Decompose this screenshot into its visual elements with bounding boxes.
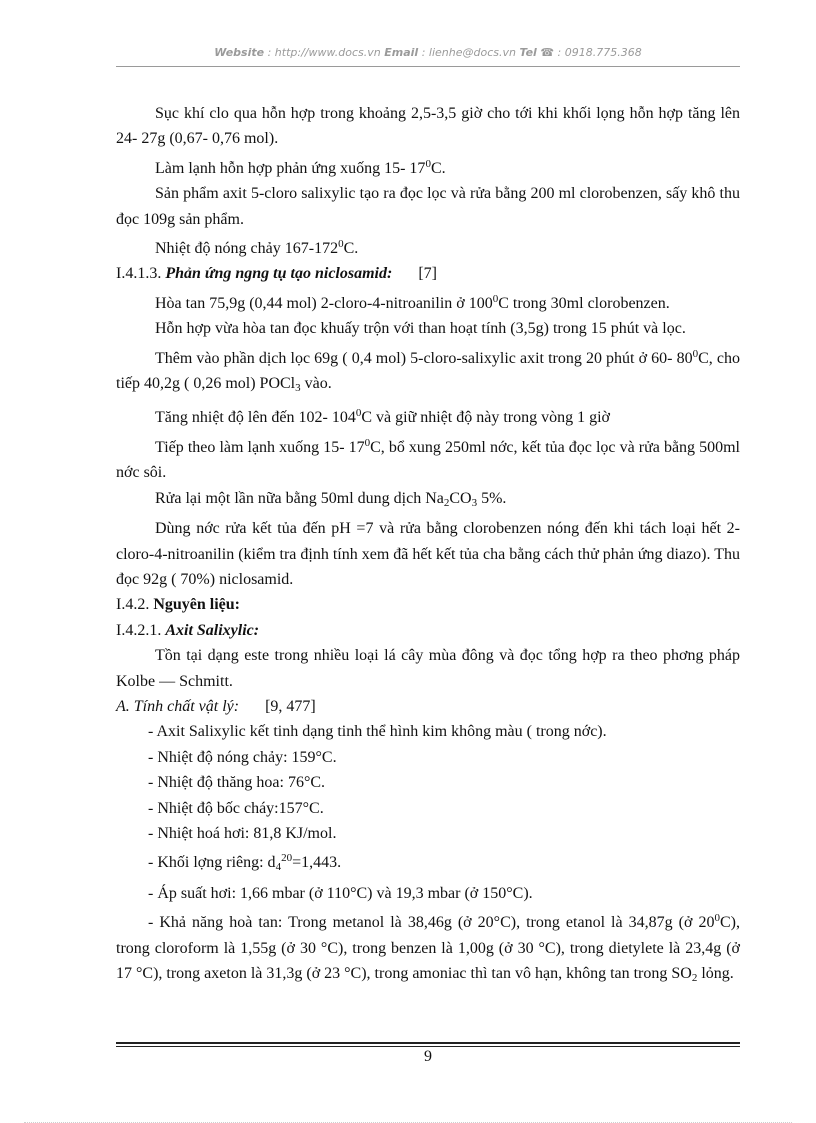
- list-item: - Nhiệt hoá hơi: 81,8 KJ/mol.: [148, 824, 337, 842]
- section-number: I.4.2.: [116, 596, 154, 614]
- text: Làm lạnh hỗn hợp phản ứng xuống 15- 17: [155, 159, 426, 177]
- superscript: 0: [714, 912, 720, 925]
- text: Hòa tan 75,9g (0,44 mol) 2-cloro-4-nitroanilin ở 100: [155, 294, 493, 312]
- superscript: 0: [492, 292, 499, 305]
- section-heading: [116, 261, 740, 286]
- list-item: - Nhiệt độ bốc cháy:157°C.: [148, 799, 324, 817]
- superscript: 0: [425, 157, 431, 170]
- paragraph: [116, 431, 740, 486]
- subscript: 3: [295, 382, 301, 395]
- text: C, cho tiếp 40,2g ( 0,26 mol) POCl: [116, 349, 741, 393]
- paragraph: [116, 342, 740, 402]
- text: CO: [449, 489, 472, 507]
- phone-icon: ☎: [540, 46, 555, 59]
- text: Tăng nhiệt độ lên đến 102- 104: [155, 409, 356, 427]
- paragraph: Dùng nớc rửa kết tủa đến pH =7 và rửa bằng clorobenzen nóng đến khi tách loại hết 2-cloro-4-nitroanilin (kiểm tra định tính xem đã hết kết tủa cha bằng cách thử phản ứng diazo). Thu đọc 92g ( 70%) niclosamid.: [116, 520, 740, 588]
- text: C và giữ nhiệt độ này trong vòng 1 giờ: [361, 409, 611, 427]
- section-heading: [116, 618, 740, 643]
- paragraph: Sục khí clo qua hỗn hợp trong khoảng 2,5-3,5 giờ cho tới khi khối lọng hỗn hợp tăng lên 24- 27g (0,67- 0,76 mol).: [116, 105, 740, 148]
- section-number: I.4.2.1.: [116, 621, 166, 639]
- paragraph: [116, 152, 740, 181]
- paragraph: [116, 401, 740, 430]
- text: C), trong cloroform là 1,55g (ở 30 °C), trong benzen là 1,00g (ở 30 °C), trong dietylete là 23,4g (ở 17 °C), trong axeton là 31,3g (ở 23 °C), trong amoniac thì tan vô hạn, không tan trong SO: [116, 914, 740, 982]
- text: vào.: [300, 375, 332, 393]
- list-item: - Áp suất hơi: 1,66 mbar (ở 110°C) và 19,3 mbar (ở 150°C).: [148, 884, 533, 902]
- subscript: 2: [443, 496, 450, 509]
- subscript: 2: [691, 972, 698, 984]
- list-item: [116, 846, 740, 880]
- text: - Khối lợng riêng: d: [148, 854, 276, 872]
- list-item: - Axit Salixylic kết tinh dạng tinh thể hình kim không màu ( trong nớc).: [148, 723, 607, 741]
- text: Thêm vào phần dịch lọc 69g ( 0,4 mol) 5-cloro-salixylic axit trong 20 phút ở 60- 80: [155, 349, 693, 367]
- footer-rule: [116, 1046, 740, 1047]
- superscript: 0: [364, 436, 371, 449]
- text: Tiếp theo làm lạnh xuống 15- 17: [155, 438, 365, 456]
- subscript: 3: [471, 496, 478, 509]
- paragraph: Sản phẩm axit 5-cloro salixylic tạo ra đọc lọc và rửa bằng 200 ml clorobenzen, sấy khô thu đọc 109g sản phẩm.: [116, 185, 740, 228]
- page-number: 9: [424, 1048, 432, 1065]
- section-title: Phản ứng ngng tụ tạo niclosamid:: [165, 265, 393, 283]
- paragraph: [116, 287, 740, 316]
- text: =1,443.: [292, 854, 342, 872]
- website-label: Website: [214, 46, 265, 59]
- list-item: - Nhiệt độ thăng hoa: 76°C.: [148, 774, 326, 792]
- section-title: Axit Salixylic:: [165, 621, 260, 639]
- header-rule: [116, 66, 740, 67]
- text: C.: [343, 240, 359, 258]
- section-number: I.4.1.3.: [116, 265, 166, 283]
- text: C trong 30ml clorobenzen.: [498, 294, 670, 312]
- paragraph: [116, 232, 740, 261]
- footer-rule: [116, 1042, 740, 1044]
- superscript: 0: [355, 407, 362, 420]
- tel-label: Tel: [519, 46, 537, 59]
- section-heading: [116, 592, 740, 617]
- email-value: : lienhe@docs.vn: [418, 46, 520, 59]
- reference: [7]: [418, 265, 437, 283]
- superscript: 0: [338, 238, 344, 251]
- list-item: [116, 906, 740, 991]
- paragraph: Tồn tại dạng este trong nhiều loại lá cây mùa đông và đọc tổng hợp ra theo phơng pháp Kolbe — Schmitt.: [116, 647, 740, 690]
- superscript: 20: [281, 852, 293, 865]
- paragraph: [116, 486, 740, 516]
- subscript: 4: [275, 861, 282, 874]
- text: - Khả năng hoà tan: Trong metanol là 38,46g (ở 20°C), trong etanol là 34,87g (ở 20: [148, 914, 715, 932]
- text: 5%.: [477, 489, 507, 507]
- list-item: - Nhiệt độ nóng chảy: 159°C.: [148, 748, 337, 766]
- section-title: Nguyên liệu:: [153, 596, 240, 614]
- text: C, bổ xung 250ml nớc, kết tủa đọc lọc và rửa bằng 500ml nớc sôi.: [116, 438, 740, 482]
- tel-value: : 0918.775.368: [554, 46, 642, 59]
- page-header: [116, 46, 740, 59]
- paragraph: Hỗn hợp vừa hòa tan đọc khuấy trộn với than hoạt tính (3,5g) trong 15 phút và lọc.: [155, 320, 686, 338]
- subsection-title: A. Tính chất vật lý:: [116, 697, 240, 715]
- text: C.: [430, 159, 446, 177]
- document-body: [116, 101, 740, 991]
- text: Rửa lại một lần nữa bằng 50ml dung dịch Na: [155, 489, 444, 507]
- superscript: 0: [692, 347, 699, 360]
- text: Nhiệt độ nóng chảy 167-172: [155, 240, 339, 258]
- reference: [9, 477]: [265, 697, 316, 715]
- subsection-heading: [116, 694, 740, 719]
- website-value: : http://www.docs.vn: [264, 46, 385, 59]
- text: lỏng.: [697, 965, 734, 982]
- email-label: Email: [384, 46, 419, 59]
